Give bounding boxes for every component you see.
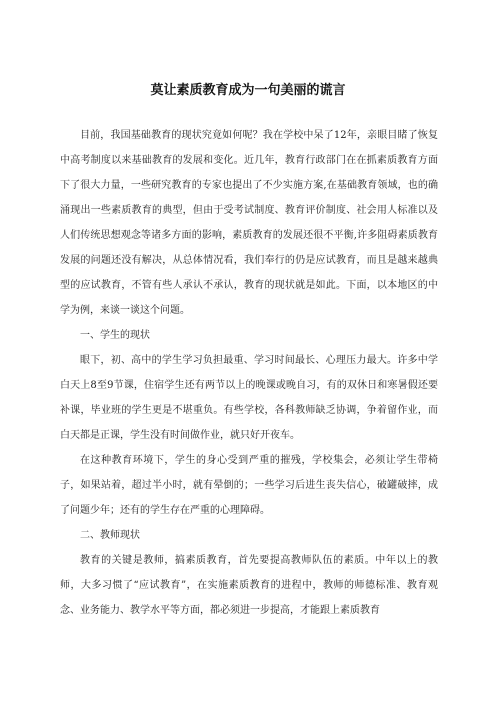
paragraph-students-health: 在这种教育环境下，学生的身心受到严重的摧残，学校集会，必须让学生带椅子，如果站着，超过半小时，就有晕倒的；一些学习后进生丧失信心，破罐破摔，成了问题少年；还有的学生存在严重的心理障碍。 [60, 455, 438, 516]
paragraph-students-burden: 眼下，初、高中的学生学习负担最重、学习时间最长、心理压力最大。许多中学白天上8至9节课，住宿学生还有两节以上的晚课或晚自习，有的双休日和寒暑假还要补课，毕业班的学生更是不堪重负。有些学校，各科教师缺乏协调，争着留作业，而白天都是正课，学生没有时间做作业，就只好开夜车。 [60, 355, 438, 441]
section-heading-teachers: 二、教师现状 [80, 530, 140, 541]
document-title: 莫让素质教育成为一句美丽的谎言 [150, 83, 346, 98]
paragraph-intro: 目前，我国基础教育的现状究竟如何呢？我在学校中呆了12年，亲眼目睹了恢复中高考制度以来基础教育的发展和变化。近几年，教育行政部门在在抓素质教育方面下了很大力量，一些研究教育的专家也提出了不少实施方案,在基础教育领域，也的确涌现出一些素质教育的典型，但由于受考试制度、教育评价制度、社会用人标准以及人们传统思想观念等诸多方面的影响，素质教育的发展还很不平衡,许多阻碍素质教育发展的问题还没有解决，从总体情况看，我们奉行的仍是应试教育，而且是越来越典型的应试教育，不管有些人承认不承认，教育的现状就是如此。下面，以本地区的中学为例，来谈一谈这个问题。 [60, 130, 438, 316]
document-body [60, 123, 438, 623]
paragraph-teachers: 教育的关键是教师，搞素质教育，首先要提高教师队伍的素质。中年以上的教师，大多习惯了“应试教育”，在实施素质教育的进程中，教师的师德标准、教育观念、业务能力、教学水平等方面，都必须进一步提高，才能跟上素质教育 [60, 555, 438, 616]
section-heading-students: 一、学生的现状 [80, 330, 150, 341]
